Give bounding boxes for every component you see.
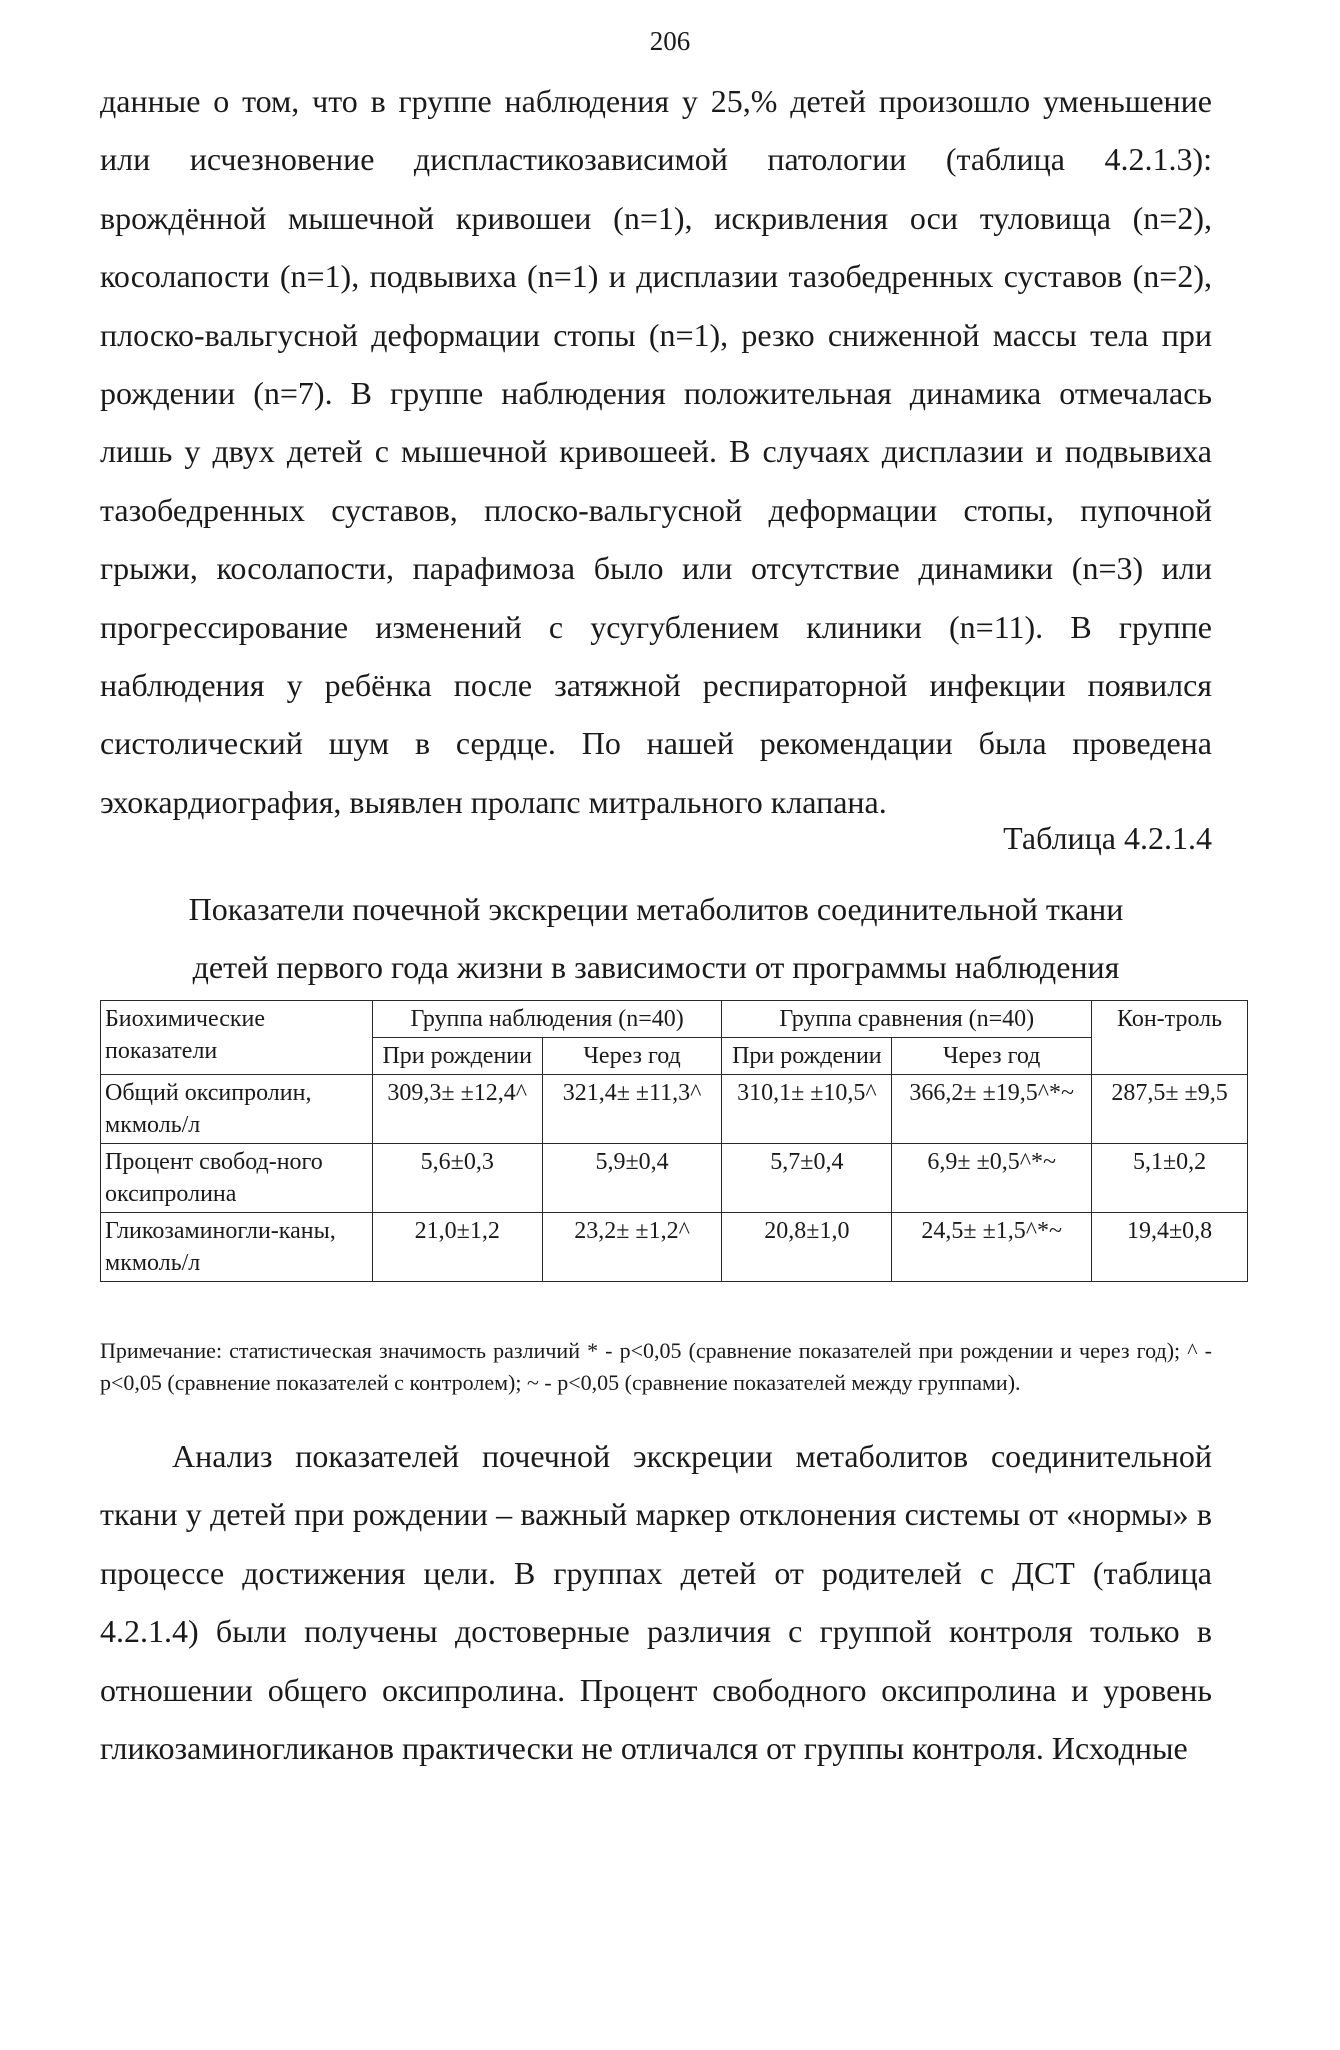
cell-cmp-year: 24,5± ±1,5^*~ (892, 1213, 1092, 1282)
cell-obs-year: 321,4± ±11,3^ (542, 1075, 722, 1144)
cell-cmp-birth: 5,7±0,4 (722, 1144, 892, 1213)
header-control: Кон-троль (1092, 1001, 1248, 1075)
header-cmp-after-year: Через год (892, 1038, 1092, 1075)
header-obs-at-birth: При рождении (372, 1038, 542, 1075)
header-group-observation: Группа наблюдения (n=40) (372, 1001, 722, 1038)
table-title-line-1: Показатели почечной экскреции метаболитов соединительной ткани (188, 891, 1124, 927)
page-number: 206 (649, 26, 691, 56)
header-indicator: Биохимические показатели (101, 1001, 373, 1075)
table-row (101, 1144, 1248, 1213)
table-header-row (101, 1001, 1248, 1038)
cell-cmp-year: 366,2± ±19,5^*~ (892, 1075, 1092, 1144)
cell-cmp-year: 6,9± ±0,5^*~ (892, 1144, 1092, 1213)
cell-control: 19,4±0,8 (1092, 1213, 1248, 1282)
cell-obs-year: 23,2± ±1,2^ (542, 1213, 722, 1282)
cell-obs-birth: 309,3± ±12,4^ (372, 1075, 542, 1144)
table-row (101, 1213, 1248, 1282)
cell-control: 5,1±0,2 (1092, 1144, 1248, 1213)
table-row (101, 1075, 1248, 1144)
table-note: Примечание: статистическая значимость различий * - p<0,05 (сравнение показателей при рождении и через год); ^ - p<0,05 (сравнение показателей с контролем); ~ - p<0,05 (сравнение показателей между группами). (100, 1338, 1212, 1395)
cell-cmp-birth: 310,1± ±10,5^ (722, 1075, 892, 1144)
header-group-comparison: Группа сравнения (n=40) (722, 1001, 1092, 1038)
body-paragraph-1: данные о том, что в группе наблюдения у 25,% детей произошло уменьшение или исчезновение диспластикозависимой патологии (таблица 4.2.1.3): врождённой мышечной кривошеи (n=1), искривления оси туловища (n=2), косолапости (n=1), подвывиха (n=1) и дисплазии тазобедренных суставов (n=2), плоско-вальгусной деформации стопы (n=1), резко сниженной массы тела при рождении (n=7). В группе наблюдения положительная динамика отмечалась лишь у двух детей с мышечной кривошеей. В случаях дисплазии и подвывиха тазобедренных суставов, плоско-вальгусной деформации стопы, пупочной грыжи, косолапости, парафимоза было или отсутствие динамики (n=3) или прогрессирование изменений с усугублением клиники (n=11). В группе наблюдения у ребёнка после затяжной респираторной инфекции появился систолический шум в сердце. По нашей рекомендации была проведена эхокардиография, выявлен пролапс митрального клапана. (100, 83, 1212, 820)
table-label: Таблица 4.2.1.4 (1003, 820, 1212, 856)
data-table (100, 1000, 1248, 1282)
row-name: Общий оксипролин, мкмоль/л (101, 1075, 373, 1144)
cell-control: 287,5± ±9,5 (1092, 1075, 1248, 1144)
cell-obs-year: 5,9±0,4 (542, 1144, 722, 1213)
row-name: Процент свобод-ного оксипролина (101, 1144, 373, 1213)
cell-cmp-birth: 20,8±1,0 (722, 1213, 892, 1282)
table-title-line-2: детей первого года жизни в зависимости от программы наблюдения (192, 949, 1120, 985)
body-paragraph-2: Анализ показателей почечной экскреции метаболитов соединительной ткани у детей при рождении – важный маркер отклонения системы от «нормы» в процессе достижения цели. В группах детей от родителей с ДСТ (таблица 4.2.1.4) были получены достоверные различия с группой контроля только в отношении общего оксипролина. Процент свободного оксипролина и уровень гликозаминогликанов практически не отличался от группы контроля. Исходные (100, 1438, 1212, 1767)
cell-obs-birth: 5,6±0,3 (372, 1144, 542, 1213)
table-title (100, 880, 1212, 996)
header-obs-after-year: Через год (542, 1038, 722, 1075)
row-name: Гликозаминогли-каны, мкмоль/л (101, 1213, 373, 1282)
header-cmp-at-birth: При рождении (722, 1038, 892, 1075)
cell-obs-birth: 21,0±1,2 (372, 1213, 542, 1282)
